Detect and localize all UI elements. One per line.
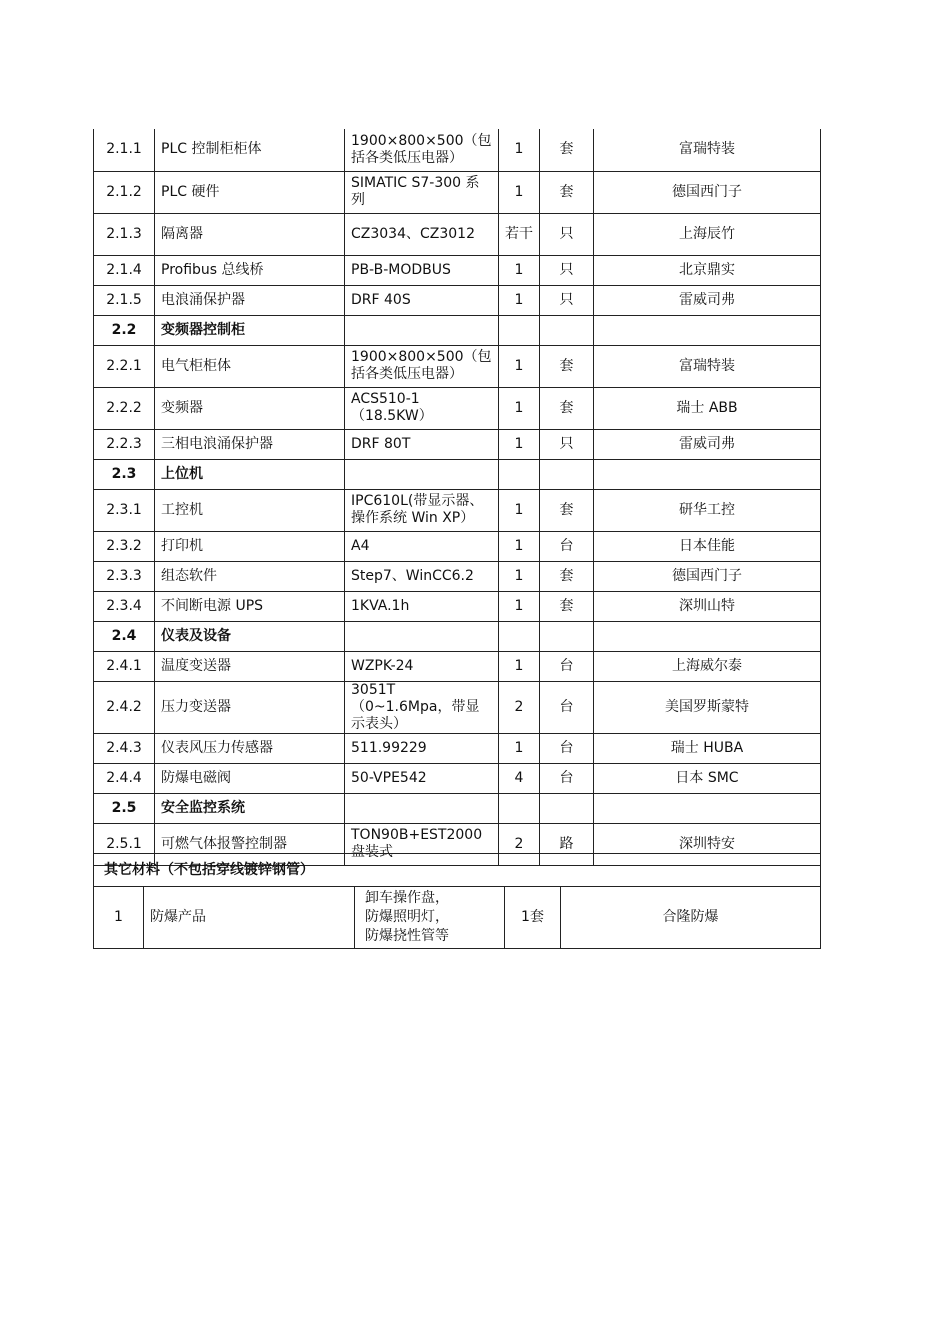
section-row [94, 459, 821, 489]
cell-unit: 套 [540, 489, 594, 531]
cell-unit: 台 [540, 651, 594, 681]
cell-name: 工控机 [155, 489, 345, 531]
cell-name: 安全监控系统 [155, 793, 345, 823]
cell-num: 2.5.1 [94, 823, 155, 865]
cell-num: 2.3.1 [94, 489, 155, 531]
cell-manufacturer: 德国西门子 [594, 171, 821, 213]
cell-manufacturer: 雷威司弗 [594, 429, 821, 459]
cell-num: 2.2 [94, 315, 155, 345]
cell-num: 2.5 [94, 793, 155, 823]
other-materials-header-row [94, 854, 821, 887]
cell-manufacturer: 合隆防爆 [561, 887, 821, 949]
cell-model: A4 [345, 531, 499, 561]
cell-unit: 套 [540, 387, 594, 429]
cell-model [345, 315, 499, 345]
cell-unit: 只 [540, 255, 594, 285]
table-row [94, 255, 821, 285]
cell-model: Step7、WinCC6.2 [345, 561, 499, 591]
cell-num: 2.1.3 [94, 213, 155, 255]
cell-unit: 台 [540, 733, 594, 763]
cell-name: 可燃气体报警控制器 [155, 823, 345, 865]
cell-model: SIMATIC S7-300 系列 [345, 171, 499, 213]
cell-name: 电气柜柜体 [155, 345, 345, 387]
cell-model: ACS510-1（18.5KW） [345, 387, 499, 429]
cell-qty: 1套 [505, 887, 561, 949]
cell-qty [499, 459, 540, 489]
cell-qty: 1 [499, 489, 540, 531]
cell-unit [540, 315, 594, 345]
cell-qty: 1 [499, 345, 540, 387]
cell-manufacturer: 德国西门子 [594, 561, 821, 591]
cell-name: 不间断电源 UPS [155, 591, 345, 621]
cell-manufacturer [594, 621, 821, 651]
cell-qty: 1 [499, 561, 540, 591]
cell-name: Profibus 总线桥 [155, 255, 345, 285]
cell-num: 2.4.3 [94, 733, 155, 763]
cell-num: 2.4.2 [94, 681, 155, 733]
model-line: 防爆挠性管等 [365, 928, 449, 944]
cell-num: 2.2.2 [94, 387, 155, 429]
model-line: 卸车操作盘， [365, 890, 449, 906]
cell-manufacturer [594, 459, 821, 489]
table-row [94, 651, 821, 681]
cell-model: 1KVA.1h [345, 591, 499, 621]
cell-model [345, 459, 499, 489]
cell-model: 1900×800×500（包括各类低压电器） [345, 129, 499, 171]
equipment-table-body [94, 129, 821, 865]
cell-qty: 1 [499, 387, 540, 429]
section-row [94, 621, 821, 651]
cell-unit: 套 [540, 129, 594, 171]
cell-model [345, 793, 499, 823]
other-materials-header: 其它材料（不包括穿线镀锌钢管） [94, 854, 821, 887]
cell-num: 2.4.4 [94, 763, 155, 793]
cell-qty: 2 [499, 823, 540, 865]
cell-manufacturer: 上海威尔泰 [594, 651, 821, 681]
cell-unit: 只 [540, 213, 594, 255]
cell-num: 2.2.3 [94, 429, 155, 459]
cell-num: 2.1.1 [94, 129, 155, 171]
cell-name: 上位机 [155, 459, 345, 489]
table-row [94, 213, 821, 255]
cell-qty: 1 [499, 651, 540, 681]
cell-model: DRF 40S [345, 285, 499, 315]
cell-qty: 1 [499, 129, 540, 171]
table-row [94, 489, 821, 531]
table-row [94, 561, 821, 591]
cell-qty: 1 [499, 733, 540, 763]
cell-qty [499, 315, 540, 345]
section-row [94, 793, 821, 823]
cell-manufacturer [594, 793, 821, 823]
cell-unit: 台 [540, 681, 594, 733]
cell-unit: 套 [540, 171, 594, 213]
cell-num: 2.1.5 [94, 285, 155, 315]
table-row [94, 681, 821, 733]
cell-name: 组态软件 [155, 561, 345, 591]
cell-manufacturer: 富瑞特装 [594, 345, 821, 387]
cell-qty: 2 [499, 681, 540, 733]
cell-name: 隔离器 [155, 213, 345, 255]
cell-name: 防爆电磁阀 [155, 763, 345, 793]
cell-num: 2.3.3 [94, 561, 155, 591]
cell-num: 2.4 [94, 621, 155, 651]
cell-manufacturer: 瑞士 ABB [594, 387, 821, 429]
cell-manufacturer: 富瑞特装 [594, 129, 821, 171]
cell-qty [499, 793, 540, 823]
cell-qty: 4 [499, 763, 540, 793]
cell-model: CZ3034、CZ3012 [345, 213, 499, 255]
other-materials-table [93, 853, 821, 949]
cell-qty: 若干 [499, 213, 540, 255]
cell-name: 三相电浪涌保护器 [155, 429, 345, 459]
cell-qty: 1 [499, 255, 540, 285]
cell-num: 2.4.1 [94, 651, 155, 681]
cell-name: 仪表风压力传感器 [155, 733, 345, 763]
cell-name: 打印机 [155, 531, 345, 561]
cell-unit: 台 [540, 763, 594, 793]
cell-name: 防爆产品 [144, 887, 355, 949]
cell-manufacturer: 日本佳能 [594, 531, 821, 561]
cell-model: WZPK-24 [345, 651, 499, 681]
cell-qty: 1 [499, 531, 540, 561]
cell-manufacturer: 深圳特安 [594, 823, 821, 865]
cell-unit: 套 [540, 591, 594, 621]
table-row [94, 171, 821, 213]
cell-qty: 1 [499, 591, 540, 621]
table-row [94, 387, 821, 429]
cell-unit [540, 793, 594, 823]
cell-unit [540, 621, 594, 651]
cell-qty [499, 621, 540, 651]
cell-model [355, 887, 505, 949]
table-row [94, 129, 821, 171]
cell-unit: 只 [540, 429, 594, 459]
cell-model: 511.99229 [345, 733, 499, 763]
cell-num: 2.3.4 [94, 591, 155, 621]
cell-model: DRF 80T [345, 429, 499, 459]
cell-name: 仪表及设备 [155, 621, 345, 651]
cell-manufacturer: 上海辰竹 [594, 213, 821, 255]
table-row [94, 345, 821, 387]
table-row [94, 733, 821, 763]
cell-name: PLC 硬件 [155, 171, 345, 213]
table-row [94, 285, 821, 315]
cell-qty: 1 [499, 171, 540, 213]
cell-manufacturer: 瑞士 HUBA [594, 733, 821, 763]
cell-manufacturer: 日本 SMC [594, 763, 821, 793]
section-row [94, 315, 821, 345]
cell-manufacturer: 深圳山特 [594, 591, 821, 621]
cell-model: 3051T（0~1.6Mpa，带显示表头） [345, 681, 499, 733]
cell-model: 50-VPE542 [345, 763, 499, 793]
cell-num: 2.1.2 [94, 171, 155, 213]
cell-manufacturer: 研华工控 [594, 489, 821, 531]
cell-num: 2.3.2 [94, 531, 155, 561]
cell-name: PLC 控制柜柜体 [155, 129, 345, 171]
table-row [94, 531, 821, 561]
cell-manufacturer: 雷威司弗 [594, 285, 821, 315]
other-materials-row [94, 887, 821, 949]
cell-unit: 台 [540, 531, 594, 561]
cell-model: IPC610L(带显示器、操作系统 Win XP） [345, 489, 499, 531]
cell-name: 变频器 [155, 387, 345, 429]
cell-manufacturer [594, 315, 821, 345]
table-row [94, 763, 821, 793]
cell-unit [540, 459, 594, 489]
cell-name: 变频器控制柜 [155, 315, 345, 345]
cell-num: 2.2.1 [94, 345, 155, 387]
cell-name: 电浪涌保护器 [155, 285, 345, 315]
cell-model [345, 621, 499, 651]
cell-qty: 1 [499, 285, 540, 315]
cell-num: 2.3 [94, 459, 155, 489]
cell-num: 2.1.4 [94, 255, 155, 285]
equipment-table [93, 129, 821, 866]
cell-unit: 路 [540, 823, 594, 865]
cell-model: TON90B+EST2000 盘装式 [345, 823, 499, 865]
table-row [94, 591, 821, 621]
cell-manufacturer: 北京鼎实 [594, 255, 821, 285]
cell-name: 温度变送器 [155, 651, 345, 681]
cell-manufacturer: 美国罗斯蒙特 [594, 681, 821, 733]
cell-qty: 1 [499, 429, 540, 459]
cell-model: PB-B-MODBUS [345, 255, 499, 285]
cell-unit: 套 [540, 345, 594, 387]
cell-model: 1900×800×500（包括各类低压电器） [345, 345, 499, 387]
table-row [94, 429, 821, 459]
cell-unit: 套 [540, 561, 594, 591]
cell-num: 1 [94, 887, 144, 949]
cell-name: 压力变送器 [155, 681, 345, 733]
cell-unit: 只 [540, 285, 594, 315]
model-line: 防爆照明灯， [365, 909, 449, 925]
